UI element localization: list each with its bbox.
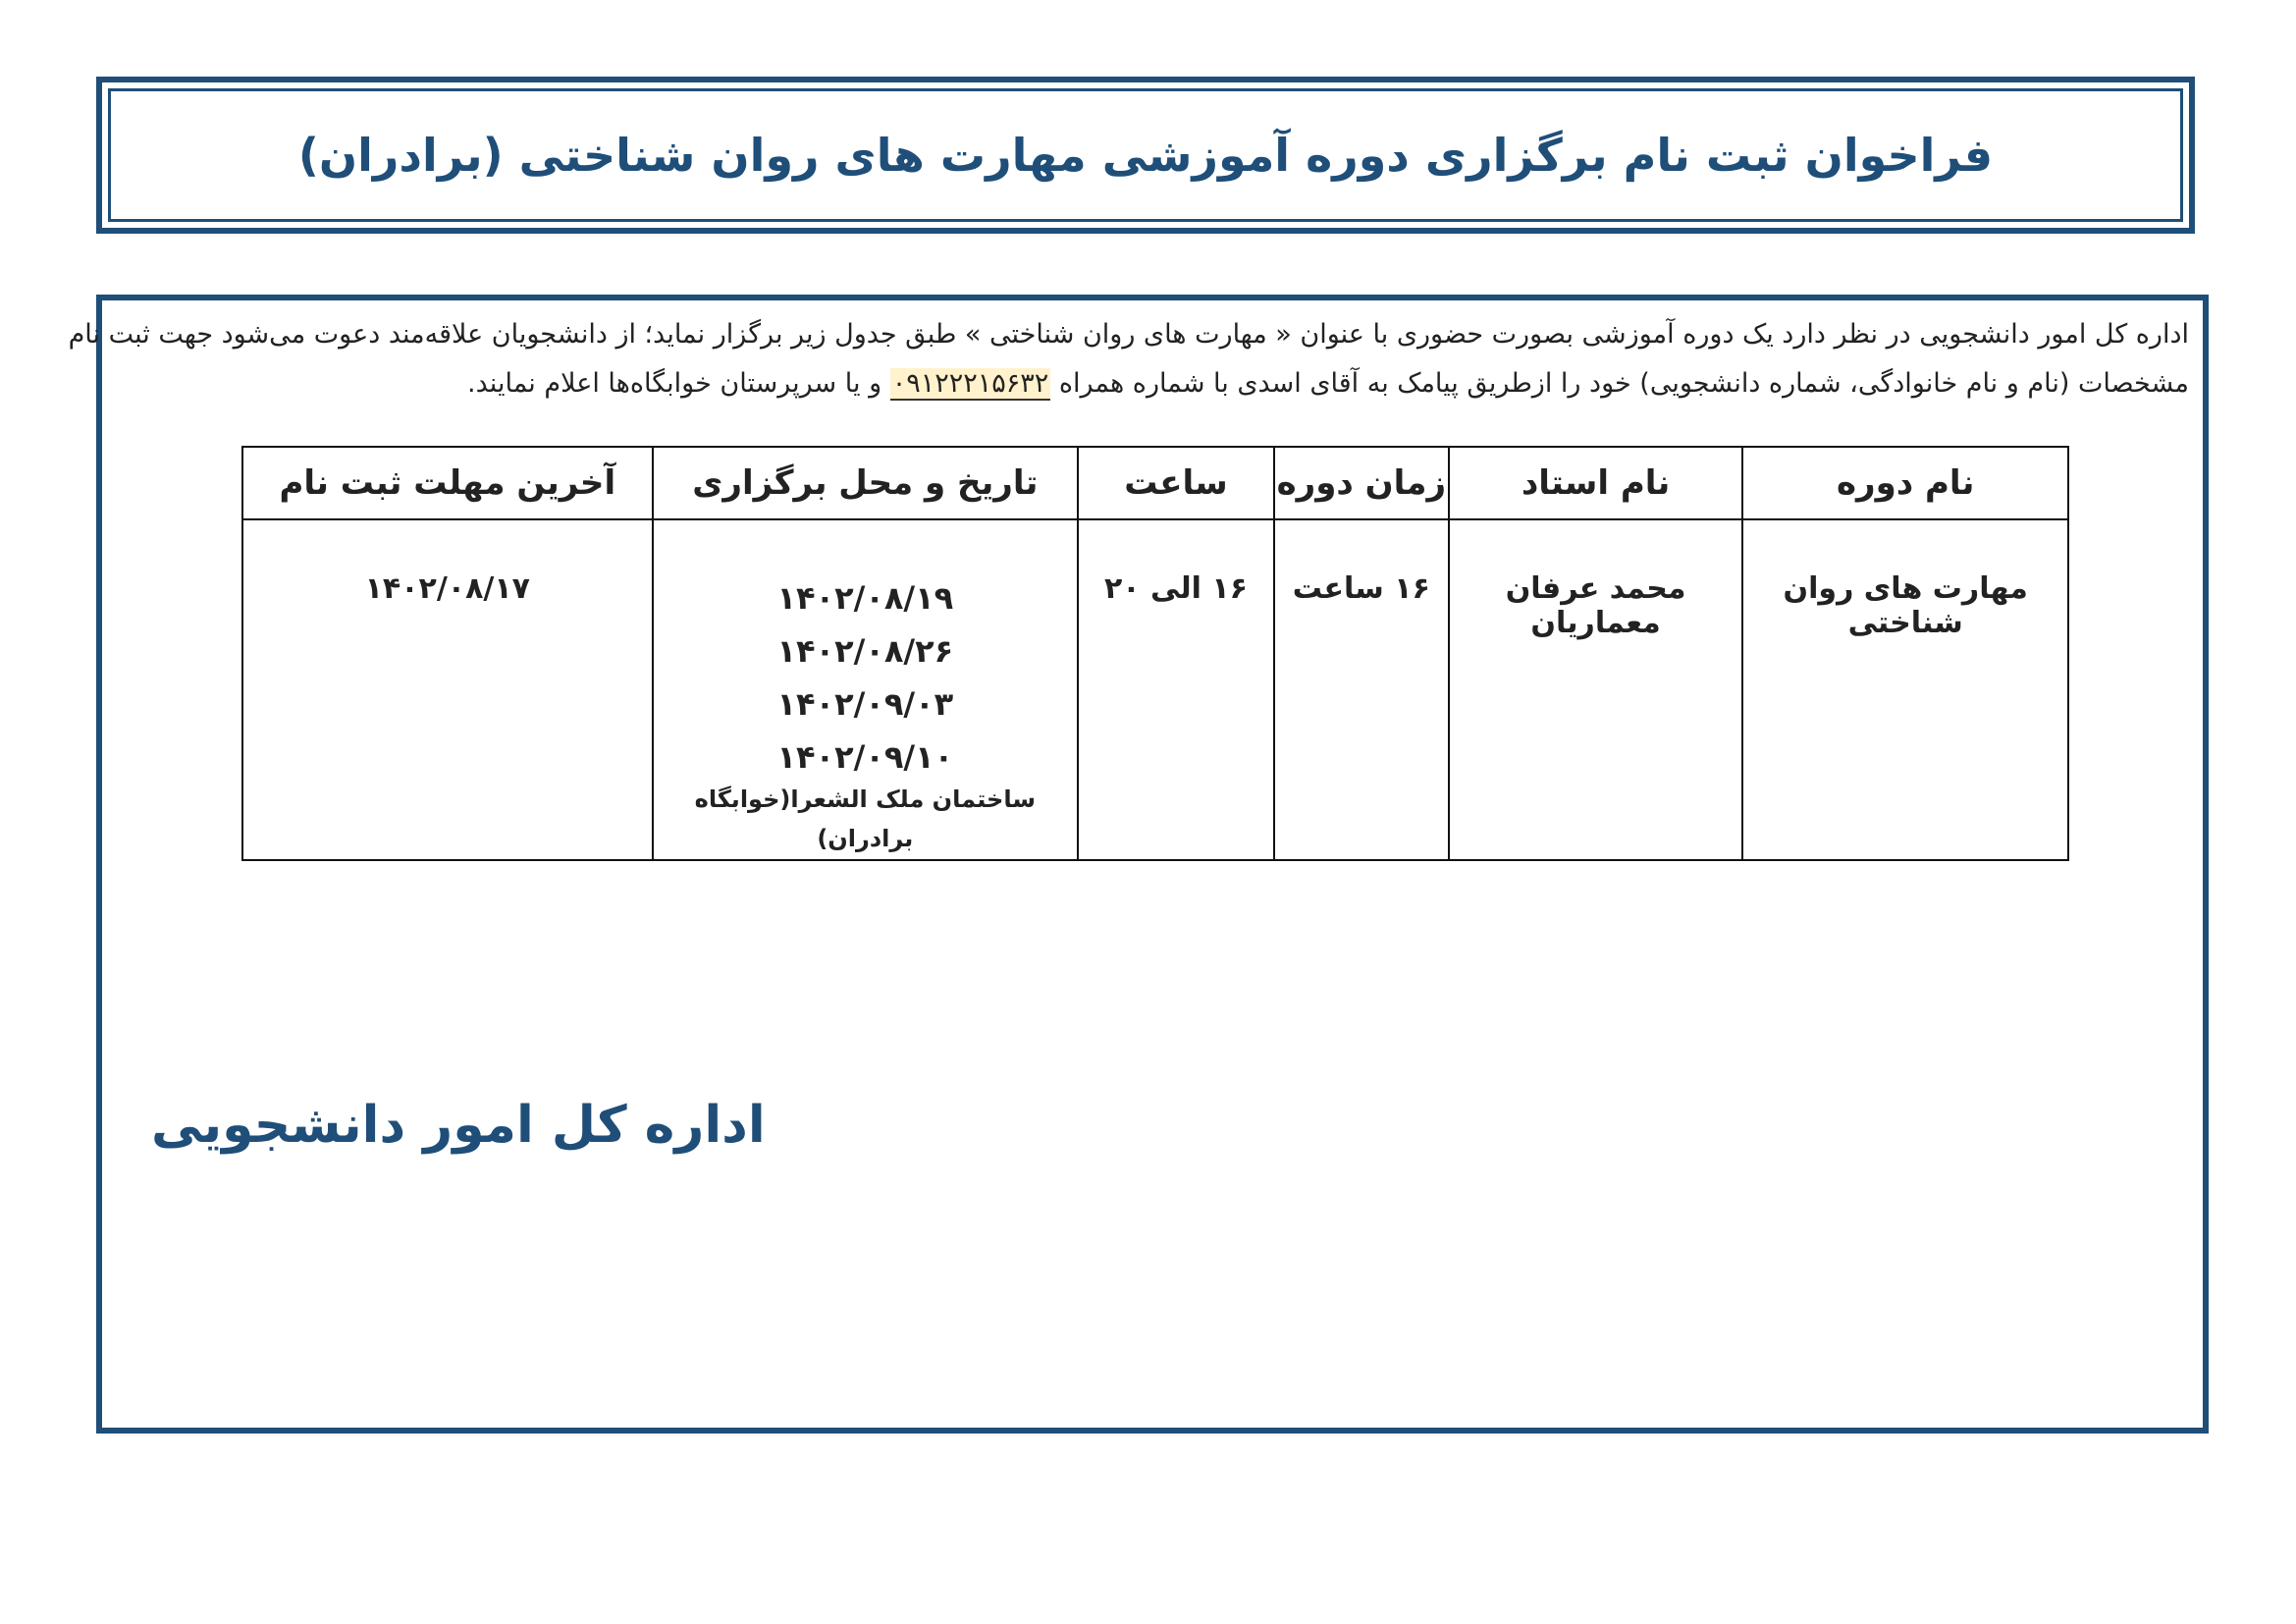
cell-hours: ۱۶ الی ۲۰ [1078,519,1274,860]
phone-number: ۰۹۱۲۲۲۱۵۶۳۲ [891,368,1049,399]
cell-duration: ۱۶ ساعت [1274,519,1449,860]
intro-line-2-start: مشخصات (نام و نام خانوادگی، شماره دانشجویی) خود را ازطریق پیامک به آقای اسدی با شماره همراه [1058,368,2189,399]
signature: اداره کل امور دانشجویی [151,1096,766,1155]
header-deadline: آخرین مهلت ثبت نام [242,447,653,519]
header-date-place: تاریخ و محل برگزاری [653,447,1079,519]
course-table [241,446,2069,861]
intro-paragraph [68,310,2189,408]
cell-course-name: مهارت های روان شناختی [1742,519,2068,860]
table-row [242,519,2068,860]
cell-date-place [653,519,1079,860]
intro-line-2 [114,359,2189,408]
intro-line-2-end: و یا سرپرستان خوابگاه‌ها اعلام نمایند. [467,368,882,399]
title-inner-border [108,88,2183,222]
content-box [68,295,2209,1434]
cell-deadline: ۱۴۰۲/۰۸/۱۷ [242,519,653,860]
session-date: ۱۴۰۲/۰۸/۱۹ [776,579,954,617]
title-box [96,77,2195,234]
intro-line-1: اداره کل امور دانشجویی در نظر دارد یک دوره آموزشی بصورت حضوری با عنوان « مهارت های روان شناختی » طبق جدول زیر برگزار نماید؛ از دانشجویان علاقه‌مند دعوت می‌شود جهت ثبت نام [68,319,2189,350]
session-date: ۱۴۰۲/۰۹/۰۳ [776,685,954,723]
session-date: ۱۴۰۲/۰۹/۱۰ [776,738,954,776]
cell-instructor: محمد عرفان معماریان [1449,519,1743,860]
header-course-name: نام دوره [1742,447,2068,519]
header-duration: زمان دوره [1274,447,1449,519]
header-instructor: نام استاد [1449,447,1743,519]
venue: ساختمان ملک الشعرا(خوابگاه برادران) [694,785,1036,852]
header-hours: ساعت [1078,447,1274,519]
page-title: فراخوان ثبت نام برگزاری دوره آموزشی مهارت های روان شناختی (برادران) [297,129,1994,182]
session-date: ۱۴۰۲/۰۸/۲۶ [776,632,954,670]
table-header-row [242,447,2068,519]
